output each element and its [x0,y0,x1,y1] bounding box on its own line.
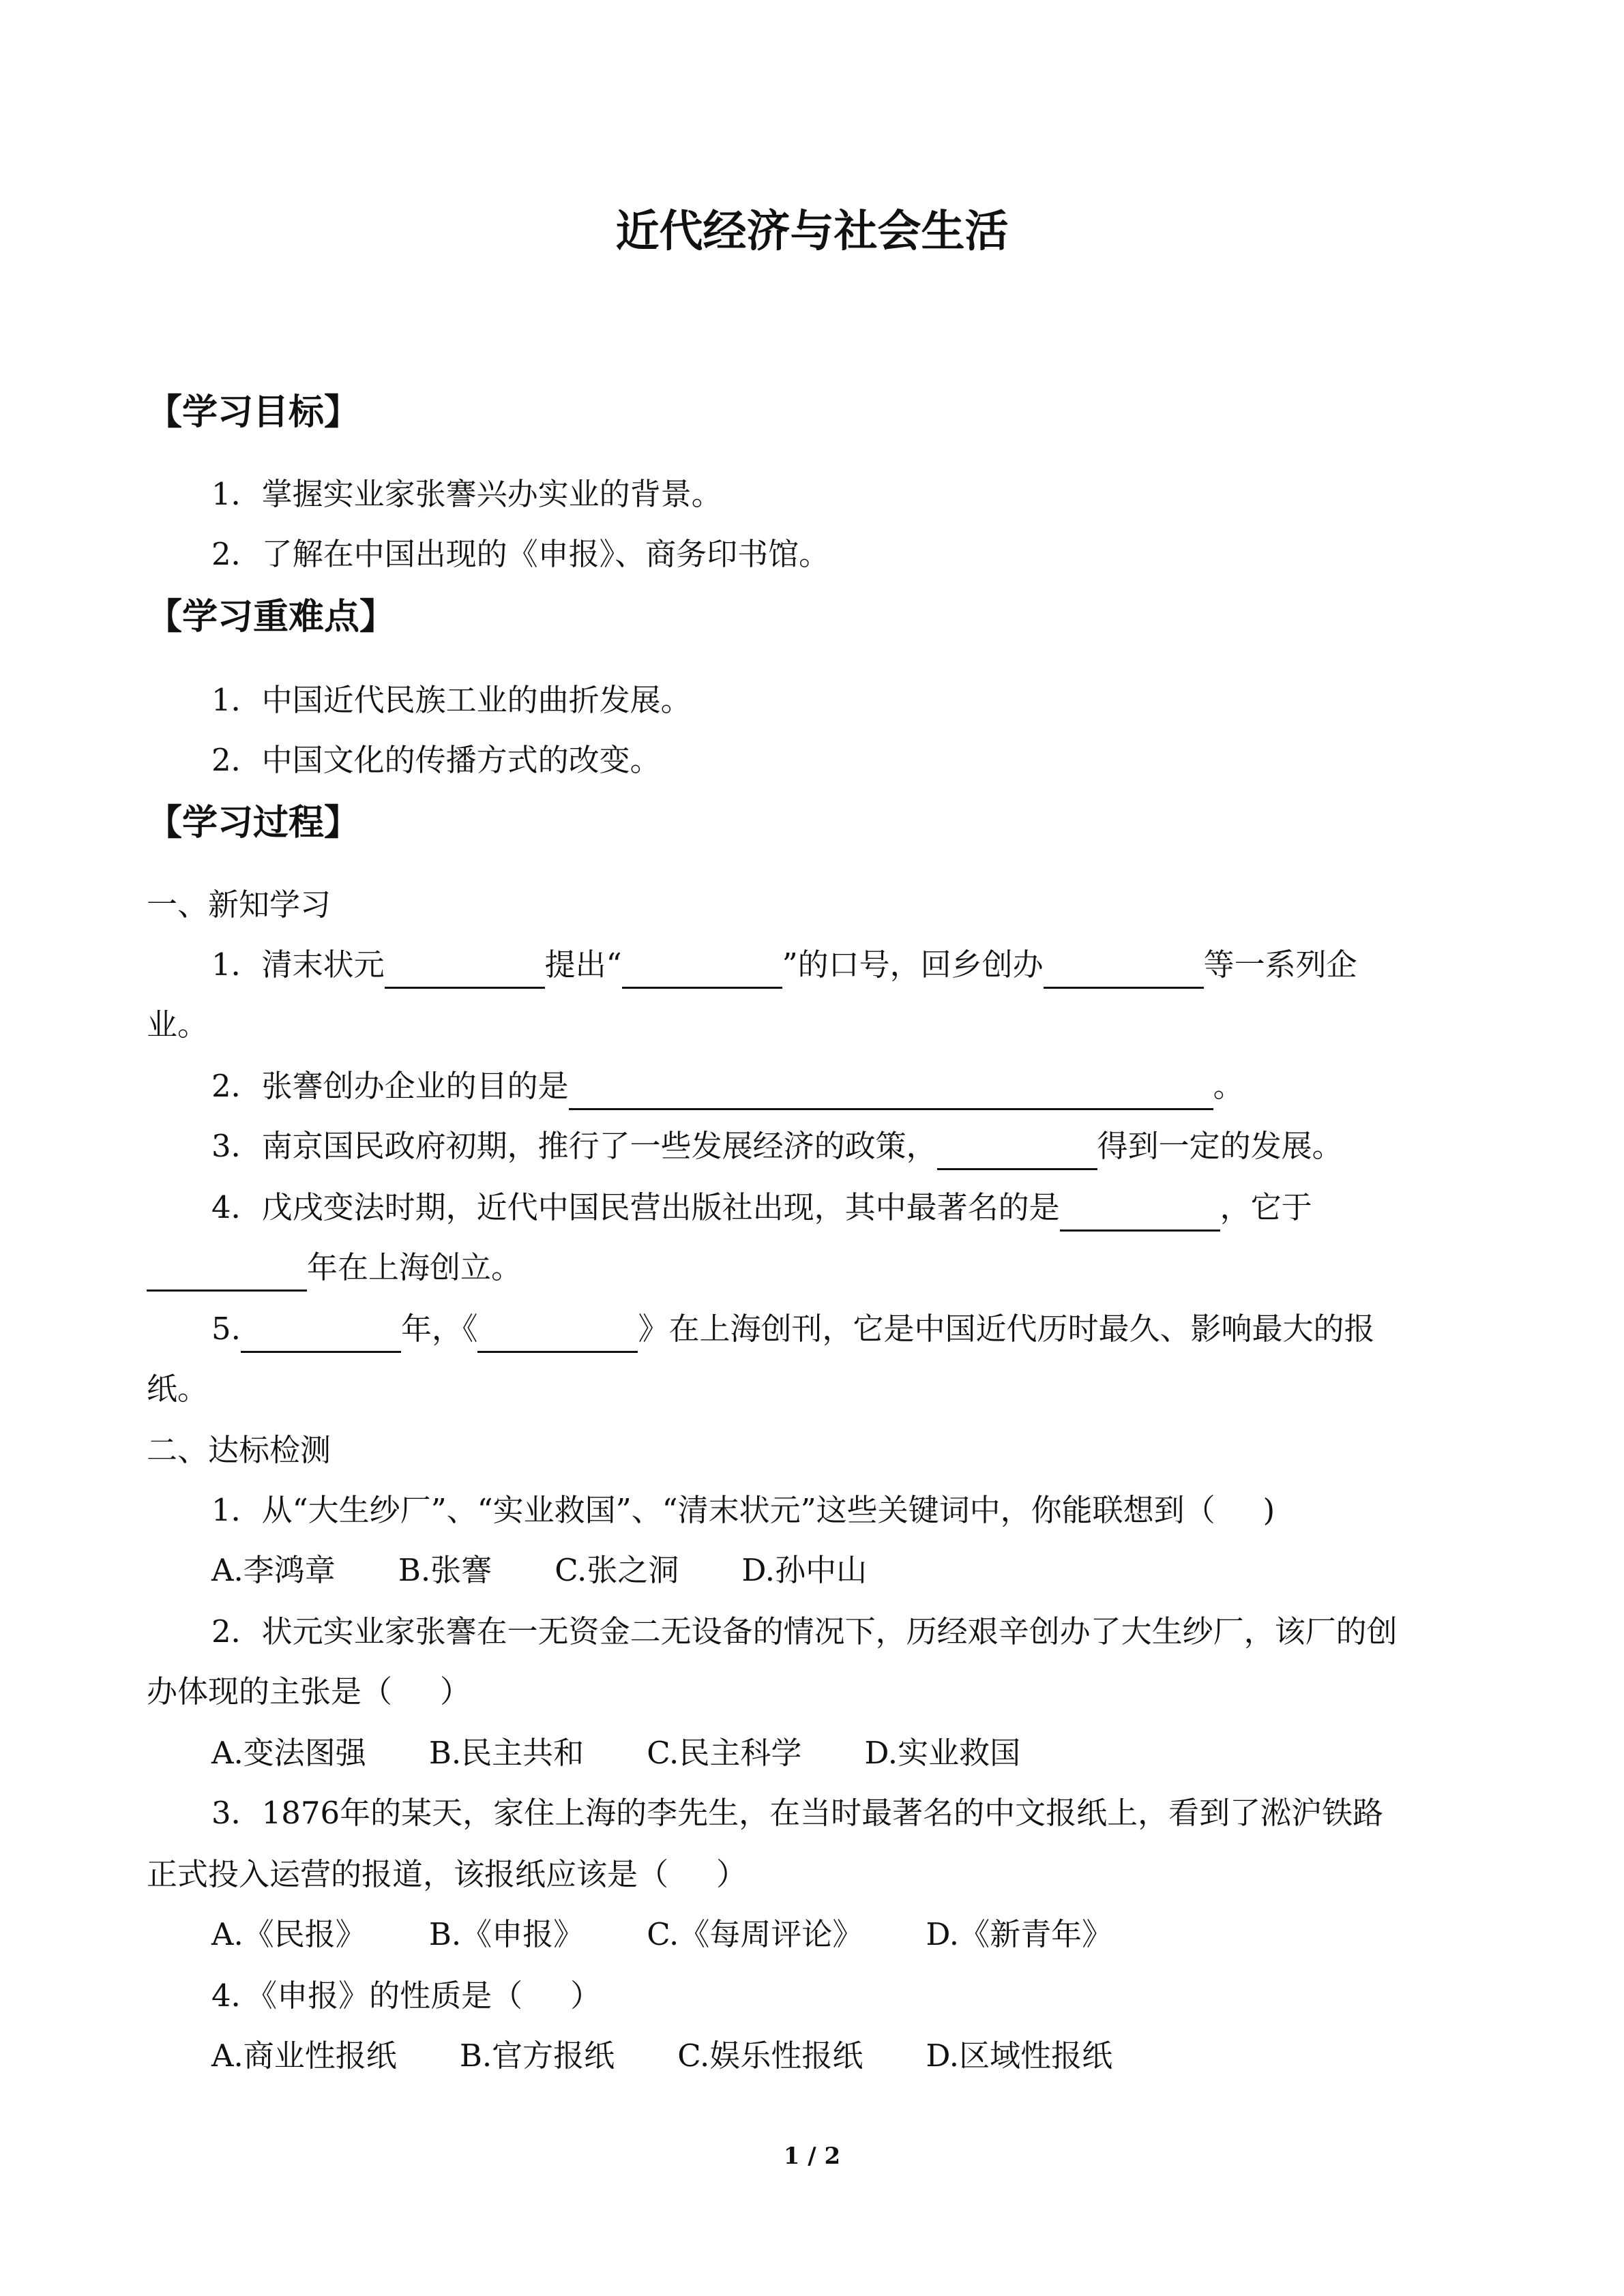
question-text: 年在上海创立。 [307,1249,522,1285]
options-row [211,2032,1112,2080]
question-text: 等一系列企 [1203,946,1357,983]
close-paren: ） [570,1978,602,2014]
question-text: 提出“ [544,946,622,983]
option-a[interactable]: A.变法图强 [211,1735,366,1771]
fill-question-3 [211,1122,1343,1170]
option-d[interactable]: D.区域性报纸 [926,2038,1113,2074]
choice-question-1 [211,1487,1275,1534]
option-c[interactable]: C.张之洞 [555,1552,679,1588]
question-text: 正式投入运营的报道，该报纸应该是（ [147,1856,669,1892]
question-text: 得到一定的发展。 [1097,1128,1343,1164]
options-row [211,1547,867,1594]
key-point-item: 2．中国文化的传播方式的改变。 [211,742,661,778]
question-text: 1．清末状元 [211,946,385,983]
document-title: 近代经济与社会生活 [615,206,1009,257]
question-text: 4．《申报》的性质是（ [211,1978,523,2014]
question-continuation: 业。 [147,1007,209,1043]
option-a[interactable]: A.《民报》 [211,1916,366,1952]
answer-blank[interactable] [477,1315,638,1353]
part2-heading: 二、达标检测 [147,1432,331,1468]
part1-heading: 一、新知学习 [147,886,331,923]
option-c[interactable]: C.民主科学 [647,1735,802,1771]
page-number: 1 / 2 [783,2143,841,2170]
fill-question-2 [211,1062,1244,1110]
goal-item: 2．了解在中国出现的《申报》、商务印书馆。 [211,536,830,572]
close-paren: ） [716,1856,748,1892]
answer-blank[interactable] [937,1133,1097,1170]
fill-question-4 [211,1184,1312,1232]
option-b[interactable]: B.官方报纸 [459,2038,615,2074]
section-heading-goals: 【学习目标】 [147,391,360,433]
choice-question-2: 2．状元实业家张謇在一无资金二无设备的情况下，历经艰辛创办了大生纱厂，该厂的创 [211,1613,1398,1650]
question-text: 1．从“大生纱厂”、“实业救国”、“清末状元”这些关键词中，你能联想到（ [211,1492,1215,1528]
answer-blank[interactable] [1044,951,1204,989]
option-a[interactable]: A.商业性报纸 [211,2038,397,2074]
answer-blank[interactable] [241,1315,401,1353]
question-text: 3．南京国民政府初期，推行了一些发展经济的政策， [211,1128,937,1164]
goal-item: 1．掌握实业家张謇兴办实业的背景。 [211,476,722,512]
answer-blank[interactable] [622,951,782,989]
choice-question-3: 3．1876年的某天，家住上海的李先生，在当时最著名的中文报纸上，看到了淞沪铁路 [211,1795,1384,1831]
option-d[interactable]: D.孙中山 [741,1552,868,1588]
option-c[interactable]: C.《每周评论》 [647,1916,863,1952]
question-text: 4．戊戌变法时期，近代中国民营出版社出现，其中最著名的是 [211,1189,1060,1225]
question-text: 5. [211,1311,241,1347]
option-d[interactable]: D.《新青年》 [926,1916,1113,1952]
options-row [211,1729,1020,1777]
answer-blank[interactable] [1060,1194,1220,1232]
close-paren: ) [1263,1492,1275,1528]
answer-blank[interactable] [385,951,545,989]
key-point-item: 1．中国近代民族工业的曲折发展。 [211,682,692,718]
question-continuation [147,1244,522,1292]
option-b[interactable]: B.《申报》 [428,1916,585,1952]
question-text: 办体现的主张是（ [147,1673,393,1710]
options-row [211,1911,1112,1958]
answer-blank[interactable] [147,1254,307,1292]
question-text: ，它于 [1220,1189,1312,1225]
option-a[interactable]: A.李鸿章 [211,1552,336,1588]
question-continuation [147,1851,747,1898]
answer-blank[interactable] [569,1073,1213,1110]
option-c[interactable]: C.娱乐性报纸 [677,2038,863,2074]
question-text: 2．张謇创办企业的目的是 [211,1068,569,1104]
question-continuation [147,1668,471,1716]
section-heading-key-points: 【学习重难点】 [147,596,396,638]
option-b[interactable]: B.张謇 [398,1552,492,1588]
question-text: ”的口号，回乡创办 [782,946,1044,983]
question-text: 。 [1213,1068,1244,1104]
fill-question-1 [211,941,1357,989]
question-text: 》在上海创刊，它是中国近代历时最久、影响最大的报 [638,1311,1375,1347]
choice-question-4 [211,1972,601,2020]
close-paren: ） [440,1673,471,1710]
section-heading-process: 【学习过程】 [147,802,360,844]
question-continuation: 纸。 [147,1371,209,1407]
question-text: 年，《 [400,1311,478,1347]
option-d[interactable]: D.实业救国 [864,1735,1021,1771]
option-b[interactable]: B.民主共和 [428,1735,585,1771]
fill-question-5 [211,1305,1374,1353]
